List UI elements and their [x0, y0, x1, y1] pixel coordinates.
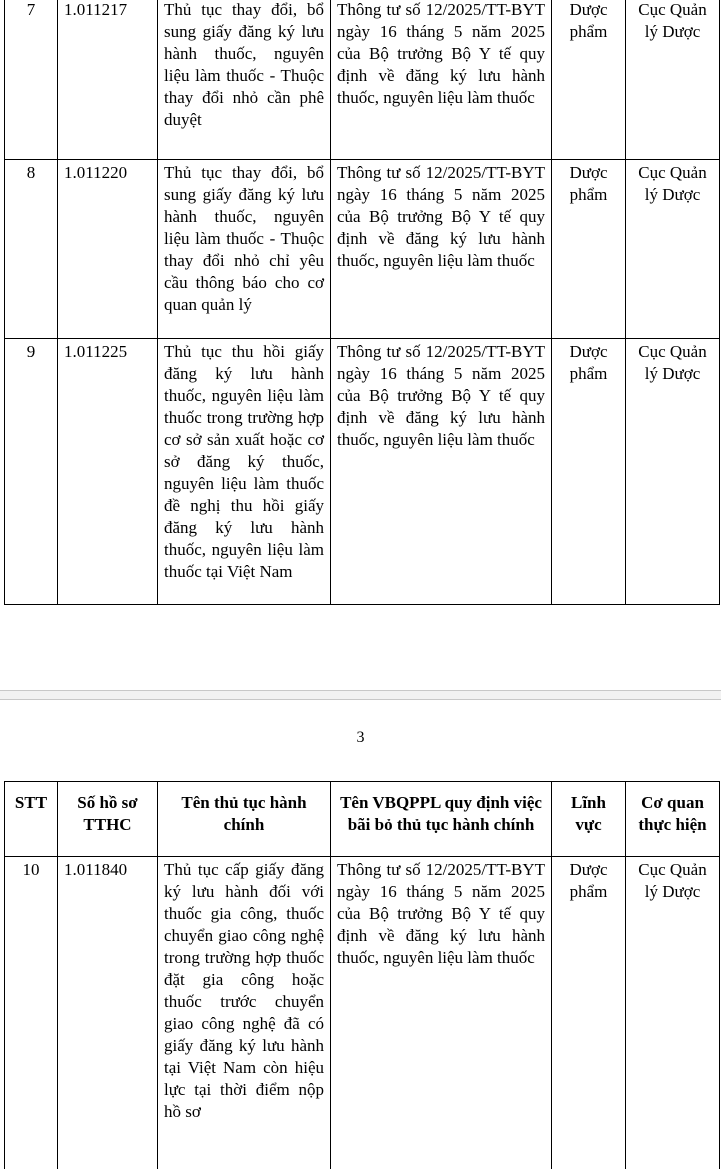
cell-agency: Cục Quản lý Dược [626, 0, 720, 160]
cell-agency: Cục Quản lý Dược [626, 160, 720, 339]
header-legal-doc: Tên VBQPPL quy định việc bãi bỏ thủ tục hành chính [331, 782, 552, 857]
header-field: Lĩnh vực [552, 782, 626, 857]
header-agency: Cơ quan thực hiện [626, 782, 720, 857]
page-separator [0, 690, 721, 700]
cell-field: Dược phẩm [552, 857, 626, 1169]
table-header-row [5, 782, 720, 857]
document-page-3 [0, 700, 721, 1169]
header-procedure-name: Tên thủ tục hành chính [158, 782, 331, 857]
table-row [5, 857, 720, 1169]
cell-agency: Cục Quản lý Dược [626, 857, 720, 1169]
cell-code: 1.011225 [58, 339, 158, 605]
cell-procedure-name: Thủ tục thay đổi, bổ sung giấy đăng ký lưu hành thuốc, nguyên liệu làm thuốc - Thuộc thay đổi nhỏ cần phê duyệt [158, 0, 331, 160]
cell-legal-doc: Thông tư số 12/2025/TT-BYT ngày 16 tháng 5 năm 2025 của Bộ trưởng Bộ Y tế quy định về đăng ký lưu hành thuốc, nguyên liệu làm thuốc [331, 339, 552, 605]
cell-procedure-name: Thủ tục thay đổi, bổ sung giấy đăng ký lưu hành thuốc, nguyên liệu làm thuốc - Thuộc thay đổi nhỏ chỉ yêu cầu thông báo cho cơ quan quản lý [158, 160, 331, 339]
cell-code: 1.011840 [58, 857, 158, 1169]
cell-code: 1.011217 [58, 0, 158, 160]
cell-stt: 10 [5, 857, 58, 1169]
table-row [5, 0, 720, 160]
header-stt: STT [5, 782, 58, 857]
table-row [5, 339, 720, 605]
cell-agency: Cục Quản lý Dược [626, 339, 720, 605]
page-number: 3 [356, 729, 365, 746]
cell-legal-doc: Thông tư số 12/2025/TT-BYT ngày 16 tháng 5 năm 2025 của Bộ trưởng Bộ Y tế quy định về đăng ký lưu hành thuốc, nguyên liệu làm thuốc [331, 0, 552, 160]
procedures-table [4, 781, 720, 1169]
cell-field: Dược phẩm [552, 0, 626, 160]
cell-stt: 8 [5, 160, 58, 339]
cell-stt: 9 [5, 339, 58, 605]
cell-field: Dược phẩm [552, 339, 626, 605]
cell-stt: 7 [5, 0, 58, 160]
header-code: Số hồ sơ TTHC [58, 782, 158, 857]
cell-procedure-name: Thủ tục cấp giấy đăng ký lưu hành đối với thuốc gia công, thuốc chuyển giao công nghệ trong trường hợp thuốc đặt gia công hoặc thuốc trước chuyển giao công nghệ đã có giấy đăng ký lưu hành tại Việt Nam còn hiệu lực tại thời điểm nộp hồ sơ [158, 857, 331, 1169]
table-row [5, 160, 720, 339]
cell-legal-doc: Thông tư số 12/2025/TT-BYT ngày 16 tháng 5 năm 2025 của Bộ trưởng Bộ Y tế quy định về đăng ký lưu hành thuốc, nguyên liệu làm thuốc [331, 857, 552, 1169]
cell-code: 1.011220 [58, 160, 158, 339]
procedures-table-continued [4, 0, 720, 605]
cell-procedure-name: Thủ tục thu hồi giấy đăng ký lưu hành thuốc, nguyên liệu làm thuốc trong trường hợp cơ sở sản xuất hoặc cơ sở đăng ký thuốc, nguyên liệu làm thuốc đề nghị thu hồi giấy đăng ký lưu hành thuốc, nguyên liệu làm thuốc tại Việt Nam [158, 339, 331, 605]
cell-legal-doc: Thông tư số 12/2025/TT-BYT ngày 16 tháng 5 năm 2025 của Bộ trưởng Bộ Y tế quy định về đăng ký lưu hành thuốc, nguyên liệu làm thuốc [331, 160, 552, 339]
cell-field: Dược phẩm [552, 160, 626, 339]
